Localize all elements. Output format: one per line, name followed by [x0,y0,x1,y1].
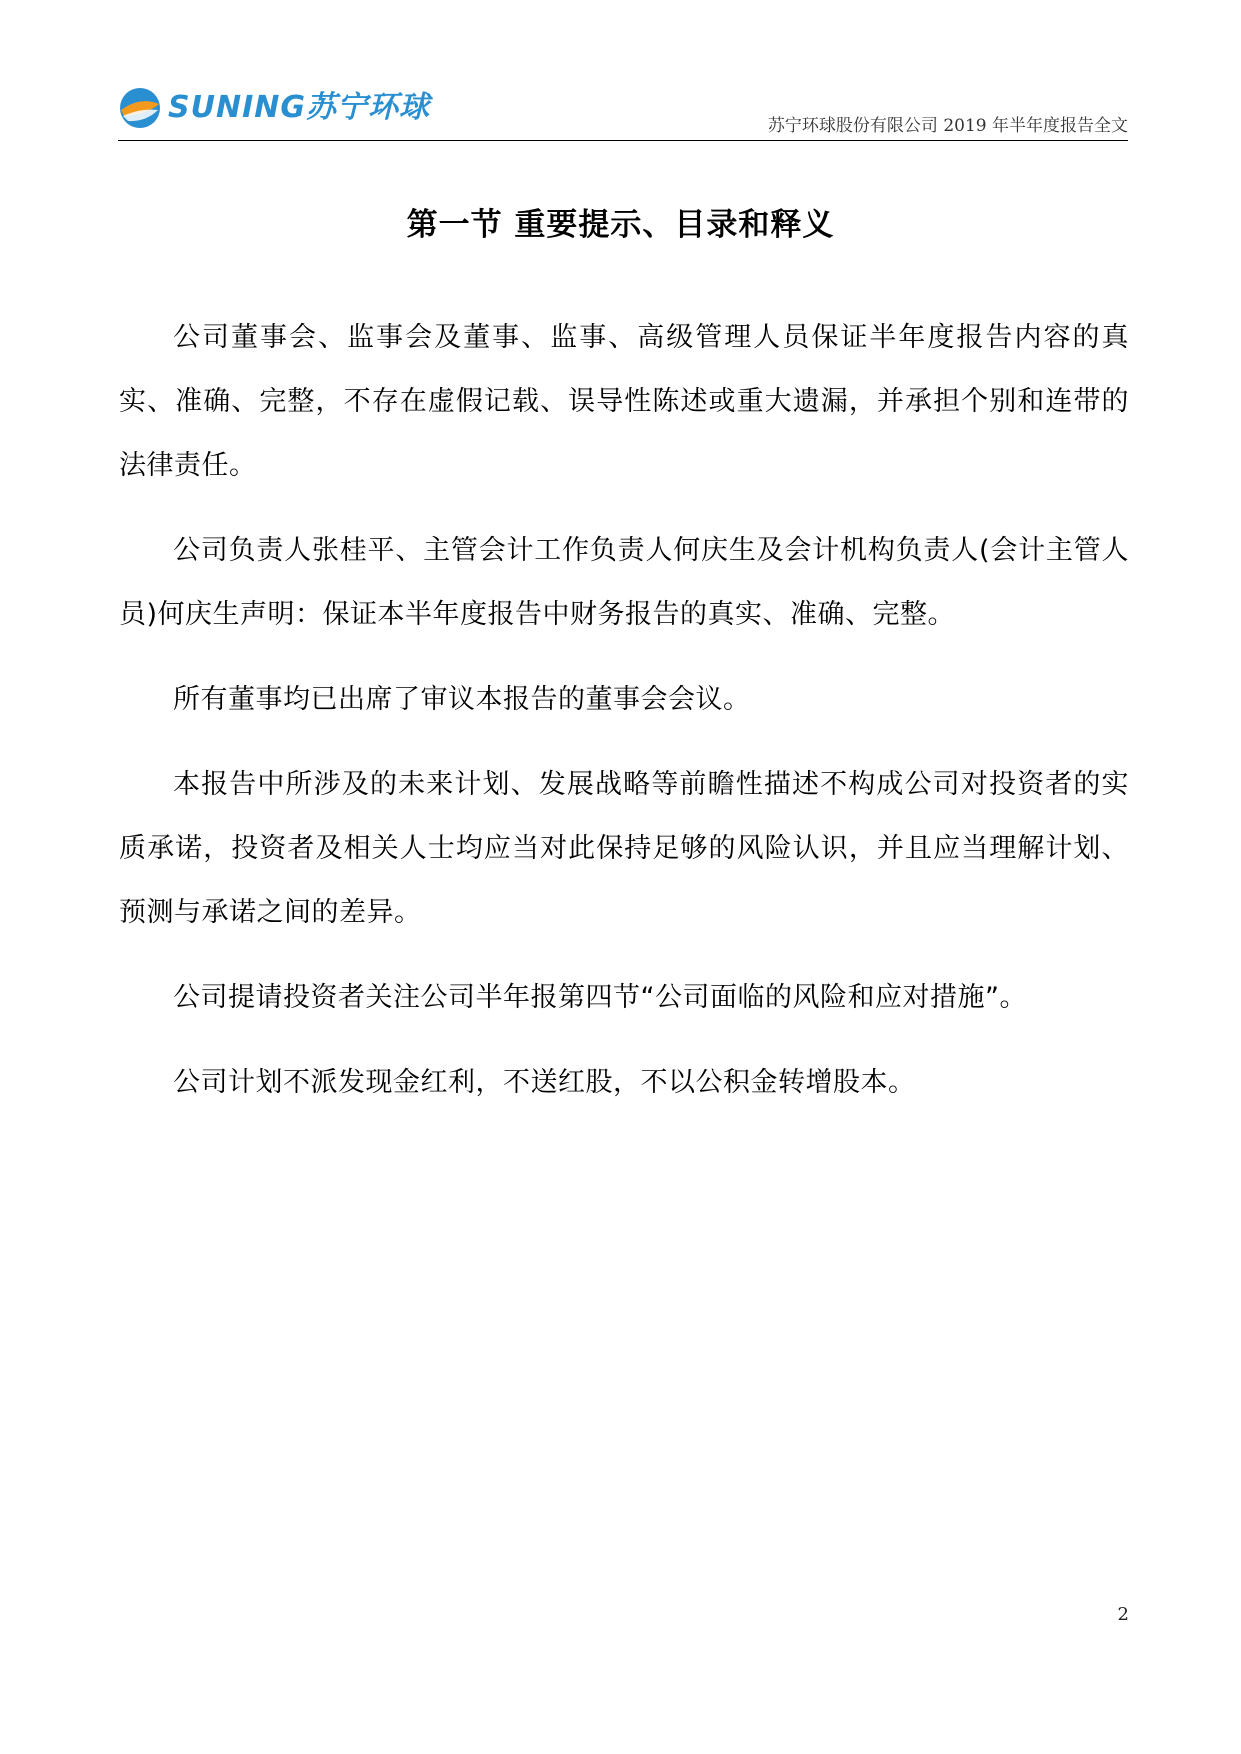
suning-logo [118,86,430,130]
paragraph-dividend-plan: 公司计划不派发现金红利，不送红股，不以公积金转增股本。 [173,1067,916,1098]
paragraph-board-attendance: 所有董事均已出席了审议本报告的董事会会议。 [173,684,751,715]
paragraph-risk-notice: 公司提请投资者关注公司半年报第四节“公司面临的风险和应对措施”。 [173,982,1027,1013]
section-title: 第一节 重要提示、目录和释义 [406,207,835,243]
report-header-title: 苏宁环球股份有限公司 2019 年半年度报告全文 [767,116,1128,136]
page-header [118,82,1128,141]
logo-text: SUNING苏宁环球 [168,90,430,125]
paragraph-financial-declaration: 公司负责人张桂平、主管会计工作负责人何庆生及会计机构负责人(会计主管人员)何庆生声明：保证本半年度报告中财务报告的真实、准确、完整。 [119,535,1129,630]
paragraph-forward-looking: 本报告中所涉及的未来计划、发展战略等前瞻性描述不构成公司对投资者的实质承诺，投资者及相关人士均应当对此保持足够的风险认识，并且应当理解计划、预测与承诺之间的差异。 [119,769,1129,928]
paragraph-responsibility: 公司董事会、监事会及董事、监事、高级管理人员保证半年度报告内容的真实、准确、完整，不存在虚假记载、误导性陈述或重大遗漏，并承担个别和连带的法律责任。 [119,322,1129,481]
suning-globe-icon [118,86,162,130]
page-number: 2 [1117,1604,1129,1625]
document-body [119,306,1129,1136]
